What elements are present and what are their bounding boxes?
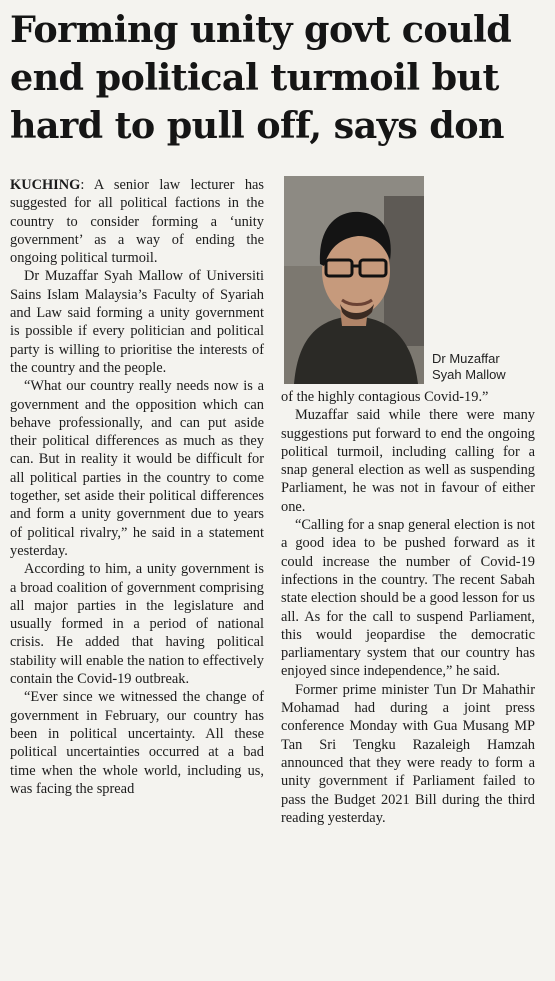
article-paragraph: Dr Muzaffar Syah Mallow of Universiti Sains Islam Malaysia’s Faculty of Syariah and Law said forming a unity government is possible if every politician and political party is willing to prioritise the interests of the country and the people. [10, 268, 264, 376]
article-paragraph: of the highly contagious Covid-19.” [281, 389, 489, 405]
article-paragraph: Former prime minister Tun Dr Mahathir Mohamad had during a joint press conference Monday with Gua Musang MP Tan Sri Tengku Razaleigh Hamzah announced that they were ready to form a unity government if Parliament failed to pass the Budget 2021 Bill during the third reading yesterday. [281, 681, 535, 826]
caption-line-2: Syah Mallow [432, 367, 506, 382]
caption-line-1: Dr Muzaffar [432, 351, 500, 366]
headline-line-1: Forming unity govt could [10, 8, 512, 51]
portrait-figure [284, 176, 534, 386]
article-paragraph: Muzaffar said while there were many suggestions put forward to end the ongoing political turmoil, including calling for a snap general election as well as suspending Parliament, he was not in favour of either one. [281, 407, 535, 515]
article-paragraph: “What our country really needs now is a government and the opposition which can behave professionally, and can put aside their political differences as much as they can. But in reality it would be difficult for all political parties in the country to come together, set aside their political differences and form a unity government due to years of political rivalry,” he said in a statement yesterday. [10, 378, 264, 559]
photo-caption [432, 351, 532, 383]
portrait-illustration [284, 176, 424, 384]
paragraph-text: : A senior law lecturer has suggested for all political factions in the country to consider forming a ‘unity government’ as a way of ending the ongoing political turmoil. [10, 177, 264, 267]
dateline: KUCHING [10, 177, 81, 193]
article-column-left [10, 176, 264, 798]
article-paragraph: “Calling for a snap general election is not a good idea to be pushed forward as it could increase the number of Covid-19 infections in the country. The recent Sabah state election should be a good lesson for us all. As for the call to suspend Parliament, this would jeopardise the democratic parliamentary system that our country has enjoyed since independence,” he said. [281, 517, 535, 680]
article-column-right [281, 388, 535, 827]
portrait-photo [284, 176, 424, 384]
headline [10, 6, 550, 150]
article-paragraph: According to him, a unity government is a broad coalition of government comprising all major parties in the legislature and usually formed in a period of national crisis. He added that having political stability will enable the nation to effectively contain the Covid-19 outbreak. [10, 561, 264, 688]
headline-line-2: end political turmoil but [10, 56, 499, 99]
article-paragraph [10, 176, 264, 267]
headline-line-3: hard to pull off, says don [10, 104, 504, 147]
article-paragraph: “Ever since we witnessed the change of government in February, our country has been in political uncertainty. All these political uncertainties occurred at a bad time when the whole world, including us, was facing the spread [10, 689, 264, 797]
